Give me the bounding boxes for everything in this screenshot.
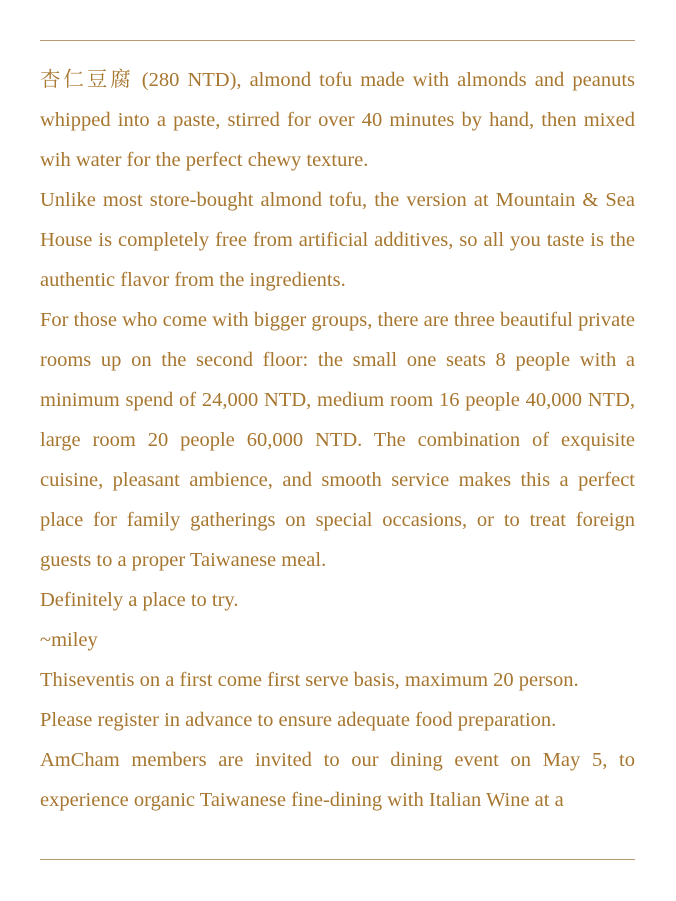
bottom-divider <box>40 859 635 860</box>
top-divider <box>40 40 635 41</box>
article-body <box>40 60 635 820</box>
paragraph-private-rooms: For those who come with bigger groups, there are three beautiful private rooms up on the second floor: the small one seats 8 people with a minimum spend of 24,000 NTD, medium room 16 people 40,000 NTD, large room 20 people 60,000 NTD. The combination of exquisite cuisine, pleasant ambience, and smooth service makes this a perfect place for family gatherings on special occasions, or to treat foreign guests to a proper Taiwanese meal. <box>40 309 635 571</box>
paragraph-additives: Unlike most store-bought almond tofu, the version at Mountain & Sea House is completely free from artificial additives, so all you taste is the authentic flavor from the ingredients. <box>40 189 635 291</box>
paragraph-event-basis: Thiseventis on a first come first serve basis, maximum 20 person. <box>40 669 579 691</box>
paragraph-amcham-invite: AmCham members are invited to our dining event on May 5, to experience organic Taiwanese fine-dining with Italian Wine at a <box>40 749 635 811</box>
author-signature: ~miley <box>40 629 98 651</box>
paragraph-recommendation: Definitely a place to try. <box>40 589 239 611</box>
paragraph-register: Please register in advance to ensure adequate food preparation. <box>40 709 557 731</box>
paragraph-almond-tofu: 杏仁豆腐 (280 NTD), almond tofu made with almonds and peanuts whipped into a paste, stirred for over 40 minutes by hand, then mixed wih water for the perfect chewy texture. <box>40 69 635 171</box>
